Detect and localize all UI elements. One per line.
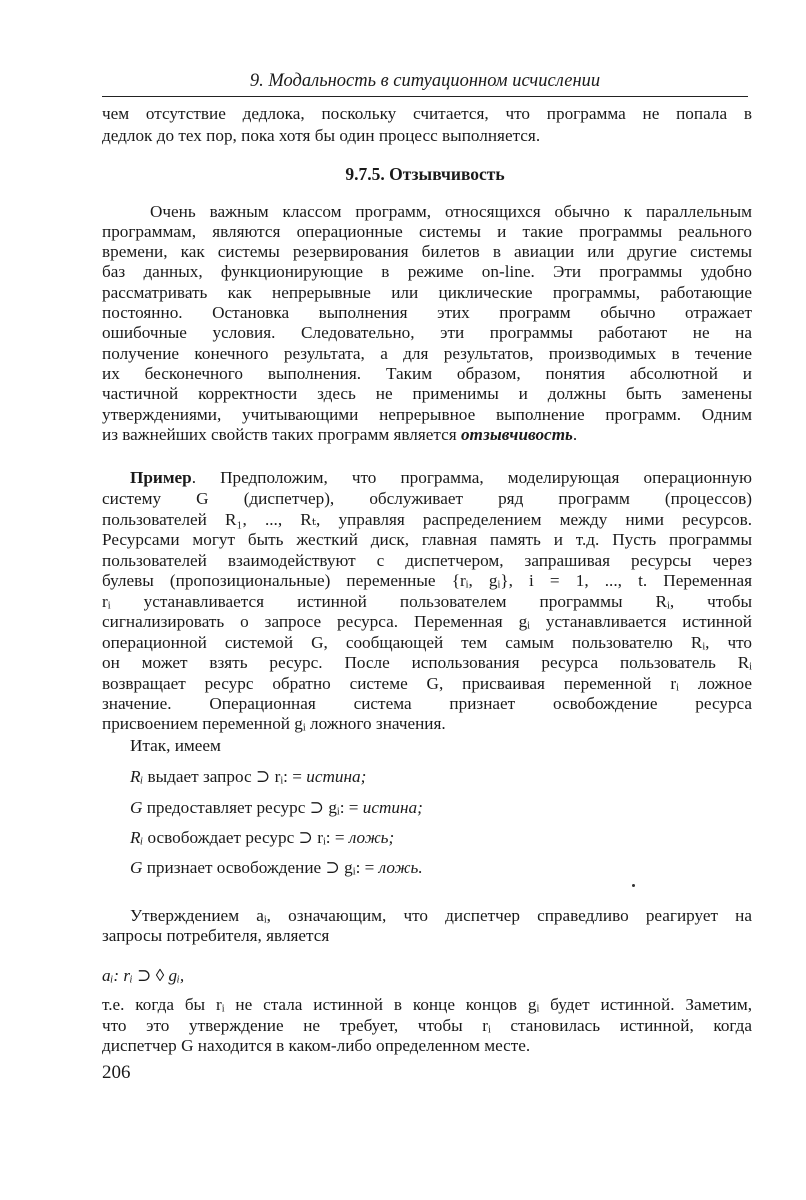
stray-dot bbox=[632, 884, 635, 887]
example-line-13: присвоением переменной gᵢ ложного значения. bbox=[102, 714, 446, 733]
formula-request: Rᵢ выдает запрос ⊃ rᵢ: = истина; bbox=[130, 767, 367, 786]
statement-line-2: запросы потребителя, является bbox=[102, 926, 330, 945]
section-line-2: программам, являются операционные системы и такие программы реального bbox=[102, 222, 752, 241]
page-number: 206 bbox=[102, 1062, 131, 1083]
example-line-8: сигнализировать о запросе ресурса. Переменная gᵢ устанавливается истинной bbox=[102, 612, 752, 631]
after-line-3: диспетчер G находится в каком-либо определенном месте. bbox=[102, 1036, 531, 1055]
section-line-9: их бесконечного выполнения. Таким образом, понятия абсолютной и bbox=[102, 364, 752, 383]
formula-grant: G предоставляет ресурс ⊃ gᵢ: = истина; bbox=[130, 798, 423, 817]
intro-line-2: дедлок до тех пор, пока хотя бы один процесс выполняется. bbox=[102, 126, 541, 145]
so-we-have: Итак, имеем bbox=[130, 736, 221, 755]
section-line-3: времени, как системы резервирования билетов в авиации или другие системы bbox=[102, 242, 752, 261]
example-line-11: возвращает ресурс обратно системе G, присваивая переменной rᵢ ложное bbox=[102, 674, 752, 693]
example-label: Пример bbox=[130, 468, 192, 487]
section-line-10: частичной корректности здесь не применимы и должны быть заменены bbox=[102, 384, 752, 403]
intro-line-1: чем отсутствие дедлока, поскольку считается, что программа не попала в bbox=[102, 104, 752, 123]
formula-acknowledge: G признает освобождение ⊃ gᵢ: = ложь. bbox=[130, 858, 423, 877]
after-line-1: т.е. когда бы rᵢ не стала истинной в конце концов gᵢ будет истинной. Заметим, bbox=[102, 995, 752, 1014]
section-line-11: утверждениями, учитывающими непрерывное выполнение программ. Одним bbox=[102, 405, 752, 424]
example-line-7: rᵢ устанавливается истинной пользователем программы Rᵢ, чтобы bbox=[102, 592, 752, 611]
section-line-4: баз данных, функционирующие в режиме on-line. Эти программы удобно bbox=[102, 262, 752, 281]
example-line-9: операционной системой G, сообщающей тем самым пользователю Rᵢ, что bbox=[102, 633, 752, 652]
example-line-4: Ресурсами могут быть жесткий диск, главная память и т.д. Пусть программы bbox=[102, 530, 752, 549]
section-line-1: Очень важным классом программ, относящихся обычно к параллельным bbox=[150, 202, 752, 221]
section-line-5: рассматривать как непрерывные или циклические программы, работающие bbox=[102, 283, 752, 302]
example-line-5: пользователей взаимодействуют с диспетчером, запрашивая ресурсы через bbox=[102, 551, 752, 570]
example-line-1: Пример. Предположим, что программа, моделирующая операционную bbox=[130, 468, 752, 487]
formula-release: Rᵢ освобождает ресурс ⊃ rᵢ: = ложь; bbox=[130, 828, 395, 847]
fairness-formula: aᵢ: rᵢ ⊃ ◊ gᵢ, bbox=[102, 966, 185, 985]
statement-line-1: Утверждением aᵢ, означающим, что диспетчер справедливо реагирует на bbox=[130, 906, 752, 925]
running-header: 9. Модальность в ситуационном исчислении bbox=[102, 70, 748, 97]
term-responsiveness: отзывчивость bbox=[460, 425, 573, 444]
section-line-8: получение конечного результата, а для результатов, производимых в течение bbox=[102, 344, 752, 363]
example-line-6: булевы (пропозициональные) переменные {rᵢ, gᵢ}, i = 1, ..., t. Переменная bbox=[102, 571, 752, 590]
section-line-6: постоянно. Остановка выполнения этих программ обычно отражает bbox=[102, 303, 752, 322]
after-line-2: что это утверждение не требует, чтобы rᵢ становилась истинной, когда bbox=[102, 1016, 752, 1035]
example-line-2: систему G (диспетчер), обслуживает ряд программ (процессов) bbox=[102, 489, 752, 508]
example-line-3: пользователей R₁, ..., Rₜ, управляя распределением между ними ресурсов. bbox=[102, 510, 752, 529]
example-line-12: значение. Операционная система признает освобождение ресурса bbox=[102, 694, 752, 713]
section-line-12: из важнейших свойств таких программ является отзывчивость. bbox=[102, 425, 578, 444]
section-title: 9.7.5. Отзывчивость bbox=[345, 164, 505, 184]
section-line-7: ошибочные условия. Следовательно, эти программы работают не на bbox=[102, 323, 752, 342]
example-line-10: он может взять ресурс. После использования ресурса пользователь Rᵢ bbox=[102, 653, 752, 672]
